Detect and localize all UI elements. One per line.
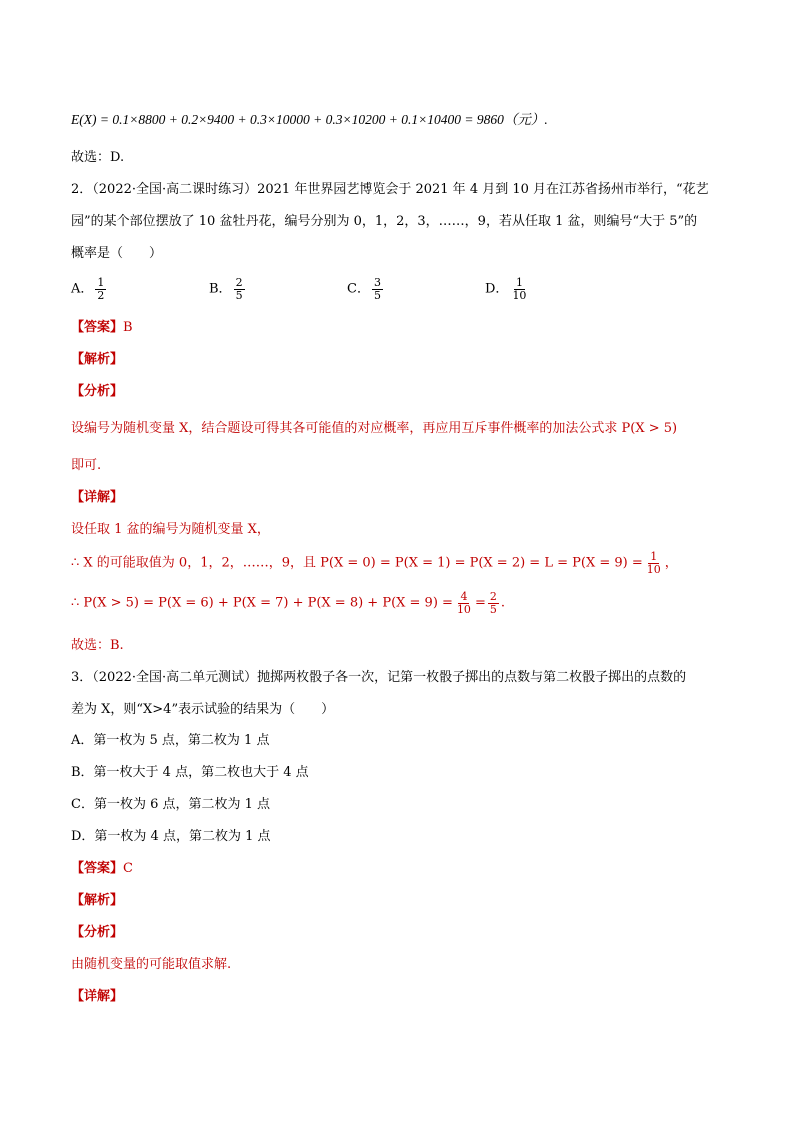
q2-choice: 故选：B. <box>71 638 124 653</box>
q2-stem-line3: 概率是（ ） <box>71 246 163 261</box>
q3-fenxi-tag: 【分析】 <box>71 925 124 940</box>
q2-fenxi-tag: 【分析】 <box>71 384 124 399</box>
q3-detail-tag: 【详解】 <box>71 989 124 1004</box>
q3-stem-line1: 3．（2022·全国·高二单元测试）抛掷两枚骰子各一次，记第一枚骰子掷出的点数与第二枚骰子掷出的点数的 <box>71 670 687 685</box>
expectation-formula: E(X) = 0.1×8800 + 0.2×9400 + 0.3×10000 + 0.3×10200 + 0.1×10400 = 9860（元）. <box>71 112 548 127</box>
q2-stem-line2: 园”的某个部位摆放了 10 盆牡丹花，编号分别为 0，1，2，3，……，9，若从任取 1 盆，则编号“大于 5”的 <box>71 214 698 229</box>
q2-stem-line1: 2．（2022·全国·高二课时练习）2021 年世界园艺博览会于 2021 年 4 月到 10 月在江苏省扬州市举行，“花艺 <box>71 182 709 197</box>
q2-detail-line3: ∴ P(X > 5) = P(X = 6) + P(X = 7) + P(X = 8) + P(X = 9) = $\frac{4}{10}$ = $\frac{2}{5}$ . <box>71 590 505 616</box>
q3-fenxi-line1: 由随机变量的可能取值求解. <box>71 957 232 972</box>
q2-fenxi-line1: 设编号为随机变量 X，结合题设可得其各可能值的对应概率，再应用互斥事件概率的加法公式求 P(X > 5) <box>71 421 678 436</box>
q3-option-d: D．第一枚为 4 点，第二枚为 1 点 <box>71 829 271 844</box>
q3-stem-line2: 差为 X，则“X>4”表示试验的结果为（ ） <box>71 702 335 717</box>
q3-option-c: C．第一枚为 6 点，第二枚为 1 点 <box>71 797 271 812</box>
q2-option-c: C． $\frac{3}{5}$ <box>347 276 381 302</box>
q2-detail-line1: 设任取 1 盆的编号为随机变量 X， <box>71 522 270 537</box>
q2-analysis-tag: 【解析】 <box>71 352 124 367</box>
q1-choice: 故选：D. <box>71 150 125 165</box>
q2-fenxi-line2: 即可. <box>71 458 102 473</box>
q3-option-b: B．第一枚大于 4 点，第二枚也大于 4 点 <box>71 765 309 780</box>
q2-detail-line2: ∴ X 的可能取值为 0，1，2，……，9，且 P(X = 0) = P(X = 1) = P(X = 2) = L = P(X = 9) = $\frac{1}{10}$ ， <box>71 550 678 576</box>
q3-analysis-tag: 【解析】 <box>71 893 124 908</box>
q3-option-a: A．第一枚为 5 点，第二枚为 1 点 <box>71 733 270 748</box>
q2-detail-tag: 【详解】 <box>71 490 124 505</box>
q2-option-a: A． $\frac{1}{2}$ <box>71 276 105 302</box>
q3-answer: 【答案】C <box>71 861 133 876</box>
q2-answer: 【答案】B <box>71 320 133 335</box>
q2-option-d: D． $\frac{1}{10}$ <box>485 276 527 302</box>
q2-option-b: B． $\frac{2}{5}$ <box>209 276 243 302</box>
